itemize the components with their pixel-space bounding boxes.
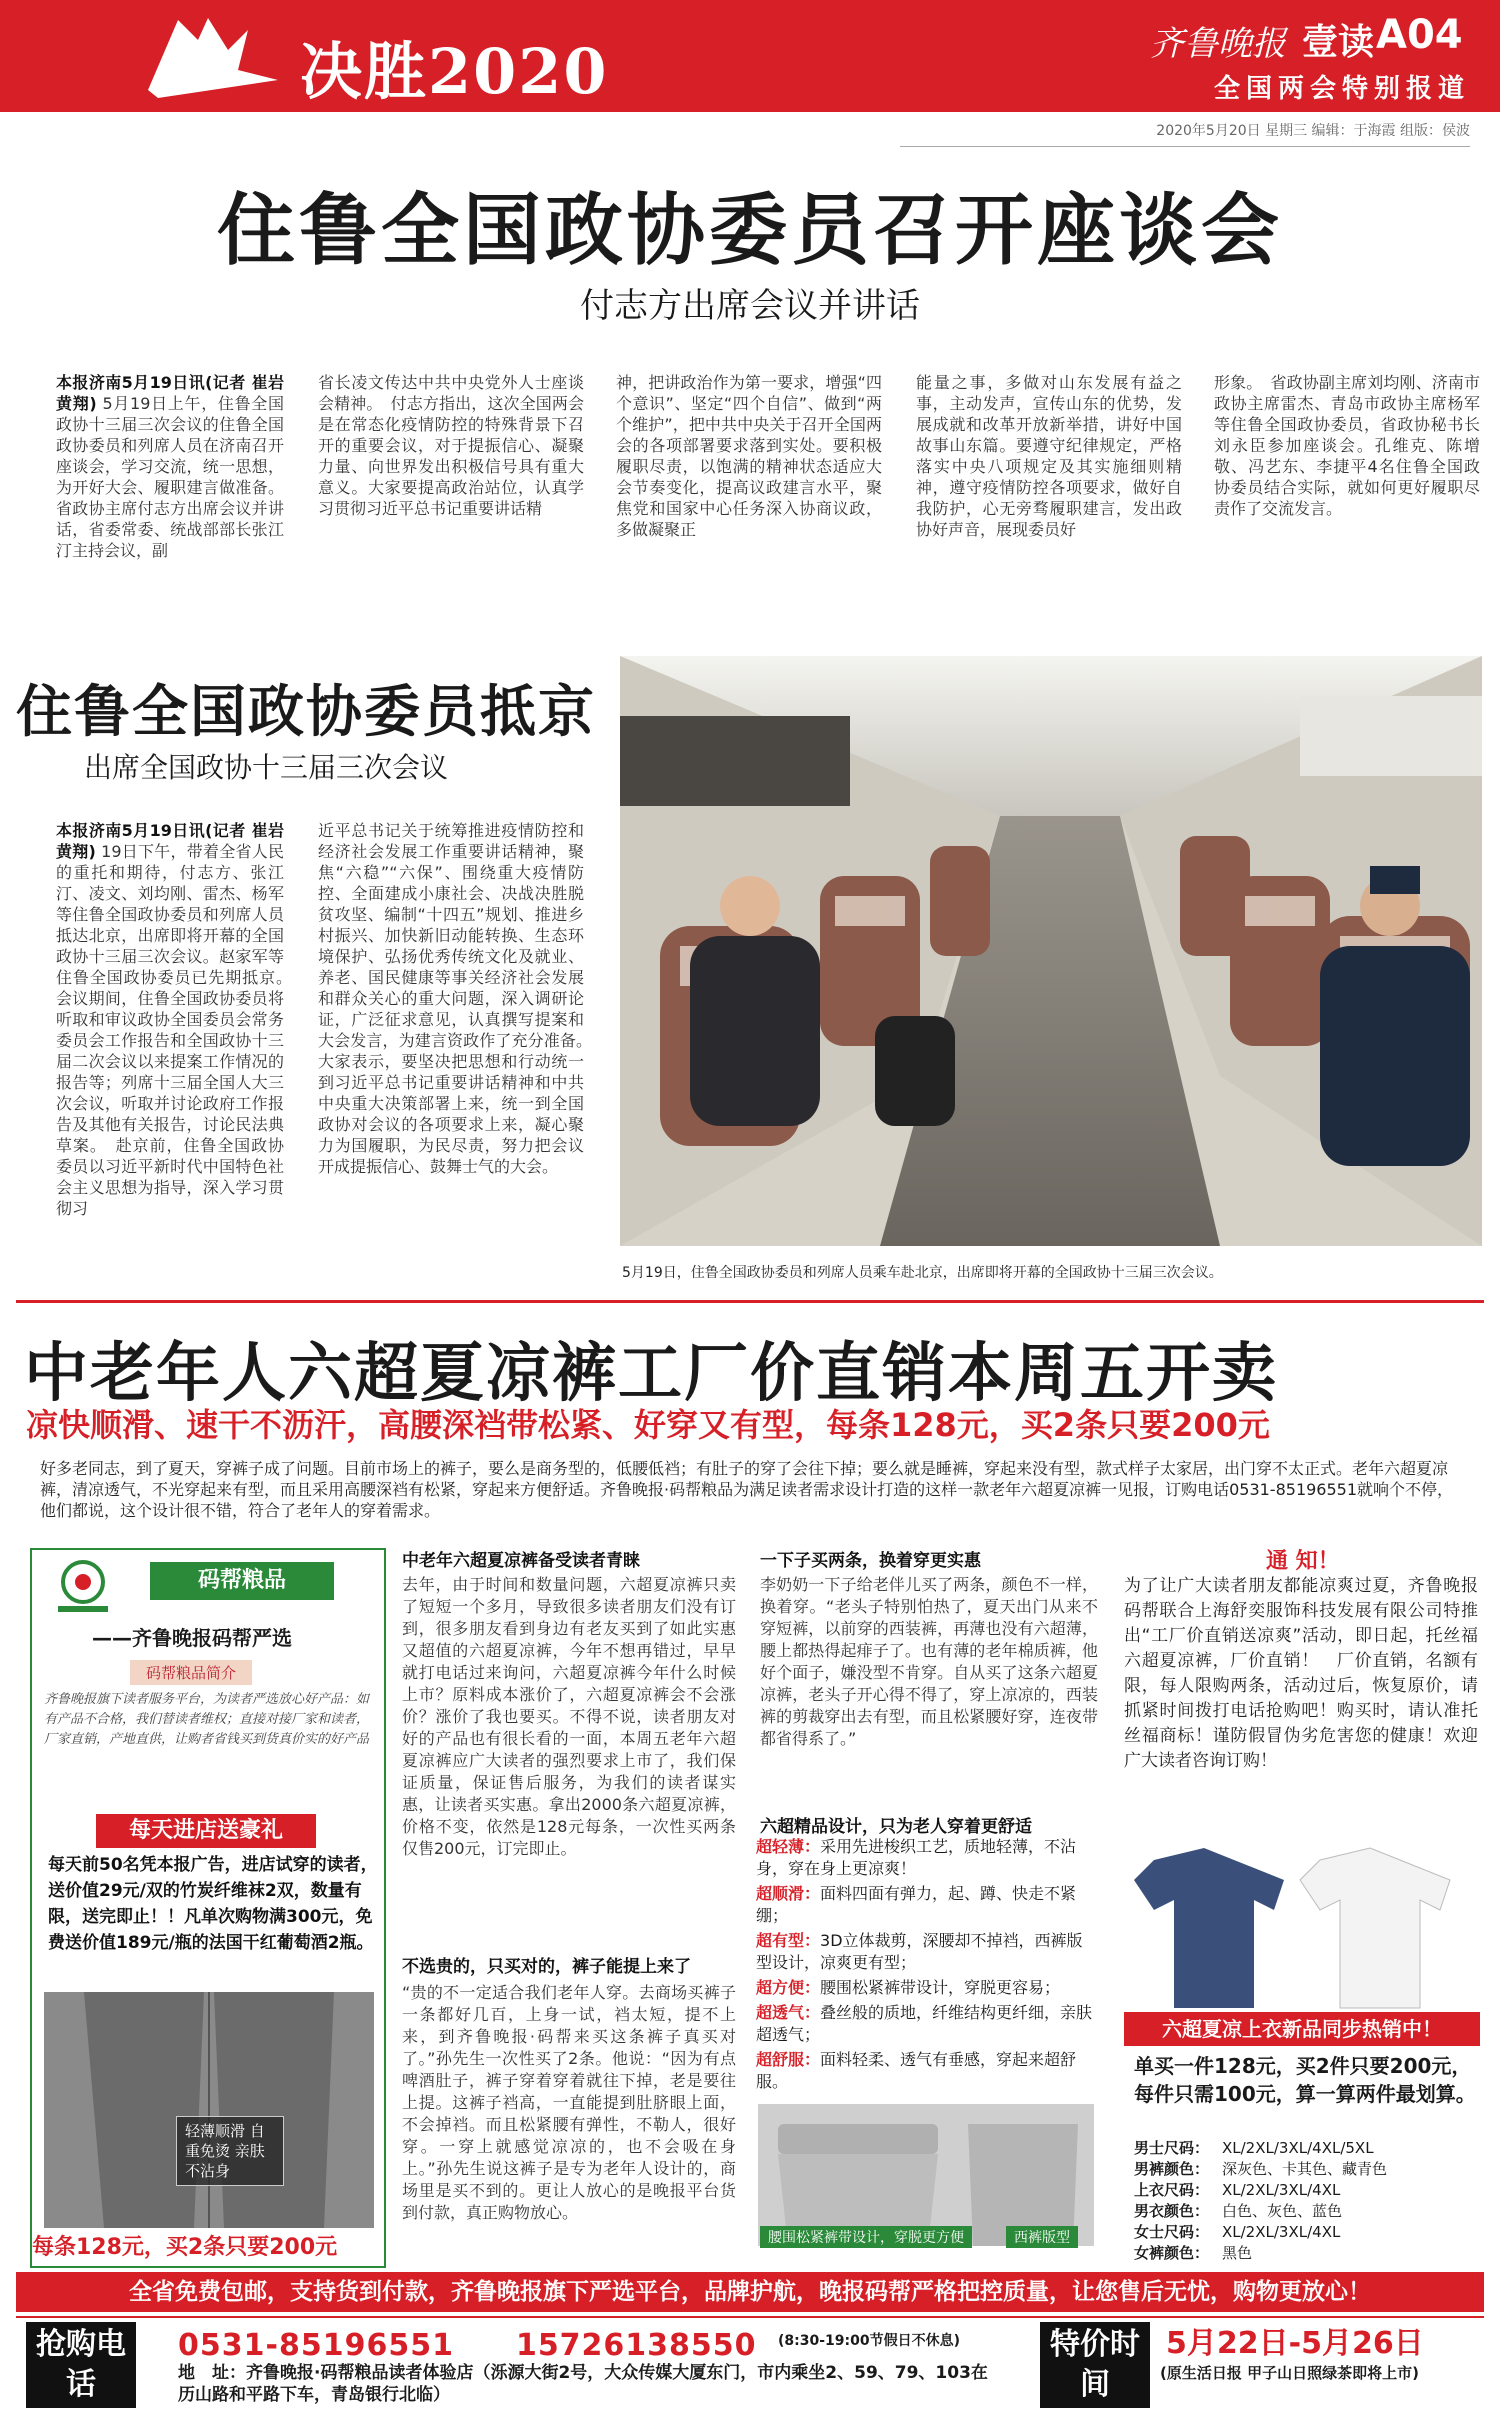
colA-title: 中老年六超夏凉裤备受读者青睐 <box>402 1551 640 1571</box>
size-row: 女裤颜色： 黑色 <box>1134 2244 1253 2262</box>
special-report-label: 全国两会特别报道 <box>1213 74 1470 104</box>
shop-logo-icon <box>46 1556 120 1616</box>
waistband-caption: 腰围松紧裤带设计，穿脱更方便 <box>760 2226 972 2248</box>
story1-column-5: 形象。 省政协副主席刘均刚、济南市政协主席雷杰、青岛市政协主席杨军等住鲁全国政协委员，省政协秘书长刘永臣参加座谈会。孔维克、陈增敬、冯艺东、李捷平4名住鲁全国政协委员结合实际，就如何更好履职尽责作了交流发言。 <box>1214 373 1480 518</box>
story1-col1-text: 5月19日上午，住鲁全国政协十三届三次会议的住鲁全国政协委员和列席人员在济南召开座谈会，学习交流，统一思想，为开好大会、履职建言做准备。省政协主席付志方出席会议并讲话，省委常委、统战部部长张江汀主持会议，副 <box>56 394 284 560</box>
shop-subtitle: ——齐鲁晚报码帮严选 <box>92 1626 292 1650</box>
feature-item: 超轻薄：采用先进梭织工艺，质地轻薄，不沾身，穿在身上更凉爽！ <box>756 1837 1077 1878</box>
waistband-photo <box>758 2104 1094 2246</box>
colB-title: 一下子买两条，换着穿更实惠 <box>760 1551 981 1571</box>
ad-slogan: 凉快顺滑、速干不沥汗，高腰深裆带松紧、好穿又有型，每条128元，买2条只要200元 <box>26 1406 1270 1444</box>
story2-col1-text: 19日下午，带着全省人民的重托和期待，付志方、张江汀、凌文、刘均刚、雷杰、杨军等住鲁全国政协委员和列席人员抵达北京，出席即将开幕的全国政协十三届三次会议。赵家军等住鲁全国政协委员已先期抵京。 会议期间，住鲁全国政协委员将听取和审议政协全国委员会常务委员会工作报告和全国政协十三届二次会议以来提案工作情况的报告等；列席十三届全国人大三次会议，听取并讨论政府工作报告及其他有关报告，讨论民法典草案。 赴京前，住鲁全国政协委员以习近平新时代中国特色社会主义思想为指导，深入学习贯彻习 <box>56 842 301 1218</box>
train-photo <box>620 656 1482 1246</box>
story2-lead: 本报济南5月19日讯(记者 崔岩 黄翔) <box>56 821 284 861</box>
gift-body: 每天前50名凭本报广告，进店试穿的读者，送价值29元/双的竹炭纤维袜2双，数量有限，送完即止！！凡单次购物满300元，免费送价值189元/瓶的法国干红葡萄酒2瓶。 <box>48 1855 378 1953</box>
story1-column-2: 省长凌文传达中共中央党外人士座谈会精神。 付志方指出，这次全国两会是在常态化疫情防控的特殊背景下召开的重要会议，对于提振信心、凝聚力量、向世界发出积极信号具有重大意义。大家要提高政治站位，认真学习贯彻习近平总书记重要讲话精 <box>318 373 584 518</box>
feature-item: 超顺滑：面料四面有弹力，起、蹲、快走不紧绷； <box>756 1884 1077 1925</box>
colB-body: 李奶奶一下子给老伴儿买了两条，颜色不一样，换着穿。“老头子特别怕热了，夏天出门从来不穿短裤，以前穿的西装裤，再薄也没有六超薄，腰上都热得起痱子了。也有薄的老年棉质裤，他好个面子，嫌没型不肯穿。自从买了这条六超夏凉裤，老头子开心得不得了，穿上凉凉的，西装裤的剪裁穿出去有型，而且松紧腰好穿，连夜带都省得系了。” <box>760 1575 1098 1748</box>
feature-item: 超有型：3D立体裁剪，深腰却不掉裆，西裤版型设计，凉爽更有型； <box>756 1931 1083 1972</box>
store-address: 地 址：齐鲁晚报·码帮粮品读者体验店（泺源大街2号，大众传媒大厦东门，市内乘坐2、59、79、103在历山路和平路下车，青岛银行北临） <box>178 2363 988 2405</box>
feature-item: 超舒服：面料轻柔、透气有垂感，穿起来超舒服。 <box>756 2050 1077 2091</box>
colA-title-2: 不选贵的，只买对的，裤子能提上来了 <box>402 1957 691 1977</box>
sale-note: (原生活日报 甲子山日照绿茶即将上市) <box>1160 2364 1419 2382</box>
shop-intro-title: 码帮粮品简介 <box>130 1660 252 1685</box>
story1-column-4: 能量之事，多做对山东发展有益之事，主动发声，宣传山东的优势，发展成就和改革开放新举措，讲好中国故事山东篇。要遵守纪律规定，严格落实中央八项规定及其实施细则精神，遵守疫情防控各项要求，做好自我防护，心无旁骛履职建言，发出政协好声音，展现委员好 <box>916 373 1182 539</box>
buy-phone-label: 抢购电话 <box>26 2322 136 2408</box>
story2-subhead: 出席全国政协十三届三次会议 <box>84 751 449 784</box>
size-row: 男衣颜色： 白色、灰色、蓝色 <box>1134 2202 1343 2220</box>
shirts-photo <box>1124 1840 1480 2008</box>
paper-name: 齐鲁晚报 <box>1150 24 1286 64</box>
page-number: A04 <box>1376 12 1463 58</box>
shirt-banner: 六超夏凉上衣新品同步热销中！ <box>1124 2012 1480 2046</box>
size-row: 男裤颜色： 深灰色、卡其色、藏青色 <box>1134 2160 1388 2178</box>
size-table <box>1134 2138 1478 2264</box>
shop-intro-body: 齐鲁晚报旗下读者服务平台，为读者严选放心好产品：如有产品不合格，我们替读者维权；直接对接厂家和读者，厂家直销，产地直供，让购者省钱买到货真价实的好产品 <box>44 1692 370 1747</box>
story2-headline: 住鲁全国政协委员抵京 <box>16 680 596 745</box>
colA-body: 去年，由于时间和数量问题，六超夏凉裤只卖了短短一个多月，导致很多读者朋友们没有订到，很多朋友看到身边有老友买到了如此实惠又超值的六超夏凉裤，今年不想再错过，早早就打电话过来询问，六超夏凉裤今年什么时候上市？原料成本涨价了，六超夏凉裤会不会涨价？涨价了我也要买。不得不说，读者朋友对好的产品也有很长看的一面，本周五老年六超夏凉裤应广大读者的强烈要求上市了，我们保证质量，保证售后服务，为我们的读者谋实惠，让读者买实惠。拿出2000条六超夏凉裤，价格不变，依然是128元每条，一次性买两条仅售200元，订完即止。 <box>402 1575 736 1858</box>
story1-lead: 本报济南5月19日讯(记者 崔岩 黄翔) <box>56 373 284 413</box>
colA-body-2: “贵的不一定适合我们老年人穿。去商场买裤子一条都好几百，上身一试，裆太短，提不上来，到齐鲁晚报·码帮来买这条裤子真买对了。”孙先生一次性买了2条。他说：“因为有点啤酒肚子，裤子穿着穿着就往下掉，老是要往上提。这裤子裆高，一直能提到肚脐眼上面，不会掉裆。而且松紧腰有弹性，不勒人，很好穿。一穿上就感觉凉凉的，也不会吸在身上。”孙先生说这裤子是专为老年人设计的，商场里是买不到的。更让人放心的是晚报平台货到付款，真正购物放心。 <box>402 1983 736 2222</box>
feature-item: 超方便：腰围松紧裤带设计，穿脱更容易； <box>756 1978 1061 1997</box>
sale-time-label: 特价时间 <box>1040 2322 1150 2408</box>
gift-title: 每天进店送豪礼 <box>96 1814 316 1848</box>
cut-caption: 西裤版型 <box>1006 2226 1078 2248</box>
shop-name: 码帮粮品 <box>150 1562 334 1600</box>
opening-hours: (8:30-19:00节假日不休息) <box>778 2333 960 2349</box>
story2-column-1 <box>56 820 301 1290</box>
size-row: 上衣尺码： XL/2XL/3XL/4XL <box>1134 2181 1341 2199</box>
pants-photo <box>44 1992 374 2228</box>
size-row: 女士尺码： XL/2XL/3XL/4XL <box>1134 2223 1341 2241</box>
notice-title: 通 知！ <box>1266 1549 1340 1574</box>
size-row: 男士尺码： XL/2XL/3XL/4XL/5XL <box>1134 2139 1374 2157</box>
price-strip: 每条128元，买2条只要200元 <box>32 2235 338 2260</box>
photo-caption: 5月19日，住鲁全国政协委员和列席人员乘车赴北京，出席即将开幕的全国政协十三届三次会议。 <box>622 1265 1223 1281</box>
pants-feature-tag: 轻薄顺滑 自重免烫 亲肤不沾身 <box>176 2116 284 2186</box>
dateline: 2020年5月20日 星期三 编辑：于海霞 组版：侯波 <box>900 120 1470 147</box>
section-name: 壹读 <box>1302 22 1375 63</box>
story1-subhead: 付志方出席会议并讲话 <box>580 286 920 326</box>
fist-logo-icon <box>138 10 288 102</box>
features-title: 六超精品设计，只为老人穿着更舒适 <box>760 1817 1032 1837</box>
shipping-banner: 全省免费包邮，支持货到付款，齐鲁晚报旗下严选平台，品牌护航，晚报码帮严格把控质量，让您售后无忧，购物更放心！ <box>16 2272 1484 2312</box>
sale-dates: 5月22日-5月26日 <box>1166 2326 1424 2361</box>
features-list <box>756 1836 1098 2096</box>
shirt-price: 单买一件128元，买2件只要200元，每件只需100元，算一算两件最划算。 <box>1134 2054 1476 2106</box>
story2-column-2: 近平总书记关于统筹推进疫情防控和经济社会发展工作重要讲话精神，聚焦“六稳”“六保”、围绕重大疫情防控、全面建成小康社会、决战决胜脱贫攻坚、编制“十四五”规划、推进乡村振兴、加快新旧动能转换、生态环境保护、弘扬优秀传统文化及就业、养老、国民健康等事关经济社会发展和群众关心的重大问题，深入调研论证，广泛征求意见，认真撰写提案和大会发言，为建言资政作了充分准备。 大家表示，要坚决把思想和行动统一到习近平总书记重要讲话精神和中共中央重大决策部署上来，统一到全国政协对会议的各项要求上来，凝心聚力为国履职，为民尽责，努力把会议开成提振信心、鼓舞士气的大会。 <box>318 821 601 1176</box>
ad-title: 中老年人六超夏凉裤工厂价直销本周五开卖 <box>24 1337 1278 1411</box>
story1-column-3: 神，把讲政治作为第一要求，增强“四个意识”、坚定“四个自信”、做到“两个维护”，把中共中央关于召开全国两会的各项部署要求落到实处。要积极履职尽责，以饱满的精神状态适应大会节奏变化，提高议政建言水平，聚焦党和国家中心任务深入协商议政，多做凝聚正 <box>616 373 882 539</box>
notice-body: 为了让广大读者朋友都能凉爽过夏，齐鲁晚报码帮联合上海舒奕服饰科技发展有限公司特推出“工厂价直销送凉爽”活动，即日起，托丝福六超夏凉裤，厂价直销！ 厂价直销，名额有限，每人限购两条，活动过后，恢复原价，请抓紧时间拨打电话抢购吧！购买时，请认准托丝福商标！谨防假冒伪劣危害您的健康！欢迎广大读者咨询订购！ <box>1124 1576 1478 1771</box>
brand-title: 决胜2020 <box>300 35 609 108</box>
ad-intro: 好多老同志，到了夏天，穿裤子成了问题。目前市场上的裤子，要么是商务型的，低腰低裆；有肚子的穿了会往下掉；要么就是睡裤，穿起来没有型，款式样子太家居，出门穿不太正式。老年六超夏凉裤，清凉透气，不光穿起来有型，而且采用高腰深裆有松紧，穿起来方便舒适。齐鲁晚报·码帮粮品为满足读者需求设计打造的这样一款老年六超夏凉裤一见报，订购电话0531-85196551就响个不停，他们都说，这个设计很不错，符合了老年人的穿着需求。 <box>40 1459 1454 1520</box>
phone-numbers: 0531-85196551 15726138550 <box>178 2328 757 2363</box>
feature-item: 超透气：叠丝般的质地，纤维结构更纤细，亲肤超透气； <box>756 2003 1093 2044</box>
story1-column-1 <box>56 372 284 584</box>
story1-headline: 住鲁全国政协委员召开座谈会 <box>216 186 1283 276</box>
